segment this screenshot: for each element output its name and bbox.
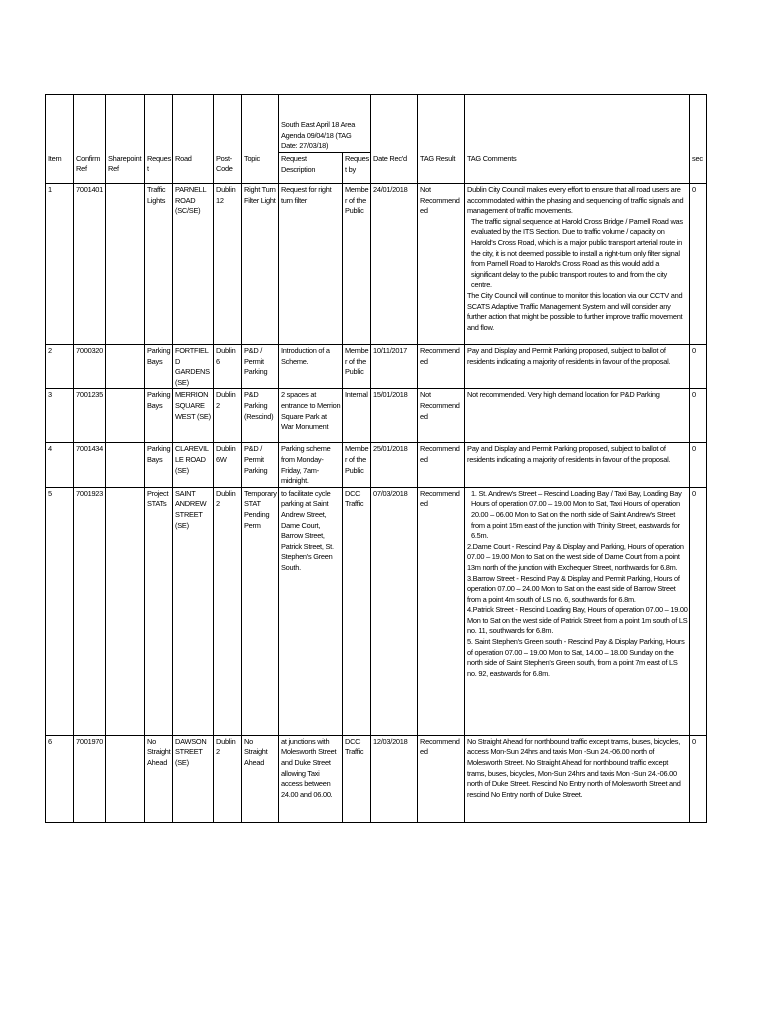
topic-cell: P&D Parking (Rescind) bbox=[242, 389, 279, 443]
column-header: Confirm Ref bbox=[74, 153, 106, 184]
tag-result-cell: Not Recommended bbox=[418, 184, 465, 345]
column-header: TAG Result bbox=[418, 153, 465, 184]
date-recd-cell: 24/01/2018 bbox=[371, 184, 418, 345]
description-cell: at junctions with Molesworth Street and Duke Street allowing Taxi access between 24.00 and 06.00. bbox=[279, 735, 343, 822]
confirm-ref-cell: 7000320 bbox=[74, 345, 106, 389]
request-cell: Parking Bays bbox=[145, 345, 173, 389]
column-header: Request by bbox=[343, 153, 371, 184]
sharepoint-ref-cell bbox=[106, 389, 145, 443]
comment-paragraph: 3.Barrow Street - Rescind Pay & Display and Permit Parking, Hours of operation 07.00 – 24.00 Mon to Sat on the east side of Barrow Street from a point 4m south of LS no. 6, southwards for 6.8m. bbox=[467, 573, 680, 604]
agenda-table bbox=[45, 94, 707, 823]
request-by-cell: Internal bbox=[343, 389, 371, 443]
request-cell: Traffic Lights bbox=[145, 184, 173, 345]
column-header: Request Description bbox=[279, 153, 343, 184]
tag-result-cell: Recommended bbox=[418, 735, 465, 822]
description-cell: Introduction of a Scheme. bbox=[279, 345, 343, 389]
date-recd-cell: 15/01/2018 bbox=[371, 389, 418, 443]
road-cell: CLAREVILLE ROAD (SE) bbox=[173, 443, 214, 487]
table-row bbox=[46, 345, 707, 389]
tag-comments-cell bbox=[465, 735, 690, 822]
postcode-cell: Dublin 12 bbox=[214, 184, 242, 345]
comment-paragraph: Dublin City Council makes every effort to ensure that all road users are accommodated within the phasing and sequencing of traffic signals and management of traffic movements. bbox=[467, 185, 684, 216]
sharepoint-ref-cell bbox=[106, 735, 145, 822]
description-cell: Parking scheme from Monday-Friday, 7am-midnight. bbox=[279, 443, 343, 487]
topic-cell: No Straight Ahead bbox=[242, 735, 279, 822]
item-cell: 5 bbox=[46, 487, 74, 735]
request-by-cell: DCC Traffic bbox=[343, 487, 371, 735]
comment-paragraph: Not recommended. Very high demand location for P&D Parking bbox=[467, 390, 660, 400]
description-cell: Request for right turn filter bbox=[279, 184, 343, 345]
postcode-cell: Dublin 6W bbox=[214, 443, 242, 487]
tag-result-cell: Recommended bbox=[418, 443, 465, 487]
sec-cell: 0 bbox=[690, 735, 707, 822]
request-by-cell: Member of the Public bbox=[343, 184, 371, 345]
road-cell: DAWSON STREET (SE) bbox=[173, 735, 214, 822]
agenda-title: South East April 18 Area Agenda 09/04/18 (TAG Date: 27/03/18) bbox=[279, 95, 371, 153]
comment-paragraph: 2.Dame Court - Rescind Pay & Display and Parking, Hours of operation 07.00 – 19.00 Mon to Sat on the west side of Dame Court from a point 13m north of the junction with Exchequer Street, northwards for 6.8m. bbox=[467, 541, 684, 572]
request-by-cell: Member of the Public bbox=[343, 443, 371, 487]
topic-cell: Right Turn Filter Light bbox=[242, 184, 279, 345]
item-cell: 1 bbox=[46, 184, 74, 345]
column-header: Item bbox=[46, 153, 74, 184]
agenda-title-row bbox=[46, 95, 707, 153]
tag-comments-cell bbox=[465, 487, 690, 735]
column-header: Date Rec'd bbox=[371, 153, 418, 184]
date-recd-cell: 10/11/2017 bbox=[371, 345, 418, 389]
sec-cell: 0 bbox=[690, 443, 707, 487]
tag-comments-cell bbox=[465, 184, 690, 345]
sharepoint-ref-cell bbox=[106, 487, 145, 735]
date-recd-cell: 07/03/2018 bbox=[371, 487, 418, 735]
description-cell: 2 spaces at entrance to Merrion Square Park at War Monument bbox=[279, 389, 343, 443]
date-recd-cell: 12/03/2018 bbox=[371, 735, 418, 822]
confirm-ref-cell: 7001401 bbox=[74, 184, 106, 345]
postcode-cell: Dublin 6 bbox=[214, 345, 242, 389]
tag-comments-cell bbox=[465, 443, 690, 487]
comment-paragraph: 1. St. Andrew's Street – Rescind Loading Bay / Taxi Bay, Loading Bay Hours of operation 07.00 – 19.00 Mon to Sat, Taxi Hours of operation 20.00 – 06.00 Mon to Sat on the north side of Saint Andrew's Street from a point 15m east of the junction with Trinity Street, eastwards for 6.5m. bbox=[471, 488, 682, 541]
sec-cell: 0 bbox=[690, 487, 707, 735]
comment-paragraph: 5. Saint Stephen's Green south - Rescind Pay & Display Parking, Hours of operation 07.00 – 19.00 Mon to Sat, 14.00 – 18.00 Sunday on the north side of Saint Stephen's Green south, from a point 7m east of LS no. 92, eastwards for 6.8m. bbox=[467, 637, 685, 678]
road-cell: FORTFIELD GARDENS (SE) bbox=[173, 345, 214, 389]
confirm-ref-cell: 7001923 bbox=[74, 487, 106, 735]
column-header: Sharepoint Ref bbox=[106, 153, 145, 184]
column-header: Request bbox=[145, 153, 173, 184]
sec-cell: 0 bbox=[690, 184, 707, 345]
date-recd-cell: 25/01/2018 bbox=[371, 443, 418, 487]
postcode-cell: Dublin 2 bbox=[214, 389, 242, 443]
request-by-cell: DCC Traffic bbox=[343, 735, 371, 822]
request-cell: Parking Bays bbox=[145, 443, 173, 487]
table-row bbox=[46, 443, 707, 487]
comment-paragraph: Pay and Display and Permit Parking proposed, subject to ballot of residents indicating a majority of residents in favour of the proposal. bbox=[467, 346, 671, 366]
column-header: sec bbox=[690, 153, 707, 184]
topic-cell: Temporary STAT Pending Perm bbox=[242, 487, 279, 735]
postcode-cell: Dublin 2 bbox=[214, 735, 242, 822]
comment-paragraph: No Straight Ahead for northbound traffic except trams, buses, bicycles, access Mon-Sun 24hrs and taxis Mon -Sun 24.-06.00 north of Molesworth Street. No Straight Ahead for northbound traffic except trams, buses, bicycles, Mon-Sun 24hrs and taxis Mon -Sun 24.-06.00 north of Duke Street. Rescind No Entry north of Molesworth Street and rescind No Entry north of Duke Street. bbox=[467, 736, 681, 799]
road-cell: SAINT ANDREW STREET (SE) bbox=[173, 487, 214, 735]
table-row bbox=[46, 735, 707, 822]
road-cell: PARNELL ROAD (SC/SE) bbox=[173, 184, 214, 345]
column-header-row bbox=[46, 153, 707, 184]
sec-cell: 0 bbox=[690, 345, 707, 389]
sharepoint-ref-cell bbox=[106, 345, 145, 389]
item-cell: 6 bbox=[46, 735, 74, 822]
request-by-cell: Member of the Public bbox=[343, 345, 371, 389]
topic-cell: P&D / Permit Parking bbox=[242, 345, 279, 389]
confirm-ref-cell: 7001970 bbox=[74, 735, 106, 822]
column-header: Road bbox=[173, 153, 214, 184]
column-header: Topic bbox=[242, 153, 279, 184]
tag-comments-cell bbox=[465, 389, 690, 443]
confirm-ref-cell: 7001235 bbox=[74, 389, 106, 443]
request-cell: Project STATs bbox=[145, 487, 173, 735]
postcode-cell: Dublin 2 bbox=[214, 487, 242, 735]
table-row bbox=[46, 487, 707, 735]
table-row bbox=[46, 184, 707, 345]
tag-result-cell: Not Recommended bbox=[418, 389, 465, 443]
column-header: Post-Code bbox=[214, 153, 242, 184]
sharepoint-ref-cell bbox=[106, 184, 145, 345]
table-row bbox=[46, 389, 707, 443]
comment-paragraph: Pay and Display and Permit Parking proposed, subject to ballot of residents indicating a majority of residents in favour of the proposal. bbox=[467, 444, 671, 464]
confirm-ref-cell: 7001434 bbox=[74, 443, 106, 487]
road-cell: MERRION SQUARE WEST (SE) bbox=[173, 389, 214, 443]
item-cell: 4 bbox=[46, 443, 74, 487]
sharepoint-ref-cell bbox=[106, 443, 145, 487]
comment-paragraph: The City Council will continue to monitor this location via our CCTV and SCATS Adaptive Traffic Management System and will consider any further action that might be possible to further improve traffic movement and flow. bbox=[467, 290, 683, 332]
item-cell: 3 bbox=[46, 389, 74, 443]
topic-cell: P&D / Permit Parking bbox=[242, 443, 279, 487]
tag-result-cell: Recommended bbox=[418, 487, 465, 735]
comment-paragraph: 4.Patrick Street - Rescind Loading Bay, Hours of operation 07.00 – 19.00 Mon to Sat on the west side of Patrick Street from a point 1m south of LS no. 11, southwards for 6.8m. bbox=[467, 605, 688, 636]
comment-paragraph: The traffic signal sequence at Harold Cross Bridge / Parnell Road was evaluated by the ITS Section. Due to traffic volume / capacity on Harold's Cross Road, which is a major public transport arterial route in the city, it is not deemed possible to install a right-turn only filter signal from Parnell Road to Harold's Cross Road as this would add a significant delay to the public transport routes to and from the city centre. bbox=[471, 216, 683, 290]
column-header: TAG Comments bbox=[465, 153, 690, 184]
sec-cell: 0 bbox=[690, 389, 707, 443]
tag-result-cell: Recommended bbox=[418, 345, 465, 389]
request-cell: Parking Bays bbox=[145, 389, 173, 443]
item-cell: 2 bbox=[46, 345, 74, 389]
tag-comments-cell bbox=[465, 345, 690, 389]
request-cell: No Straight Ahead bbox=[145, 735, 173, 822]
description-cell: to facilitate cycle parking at Saint Andrew Street, Dame Court, Barrow Street, Patrick Street, St. Stephen's Green South. bbox=[279, 487, 343, 735]
